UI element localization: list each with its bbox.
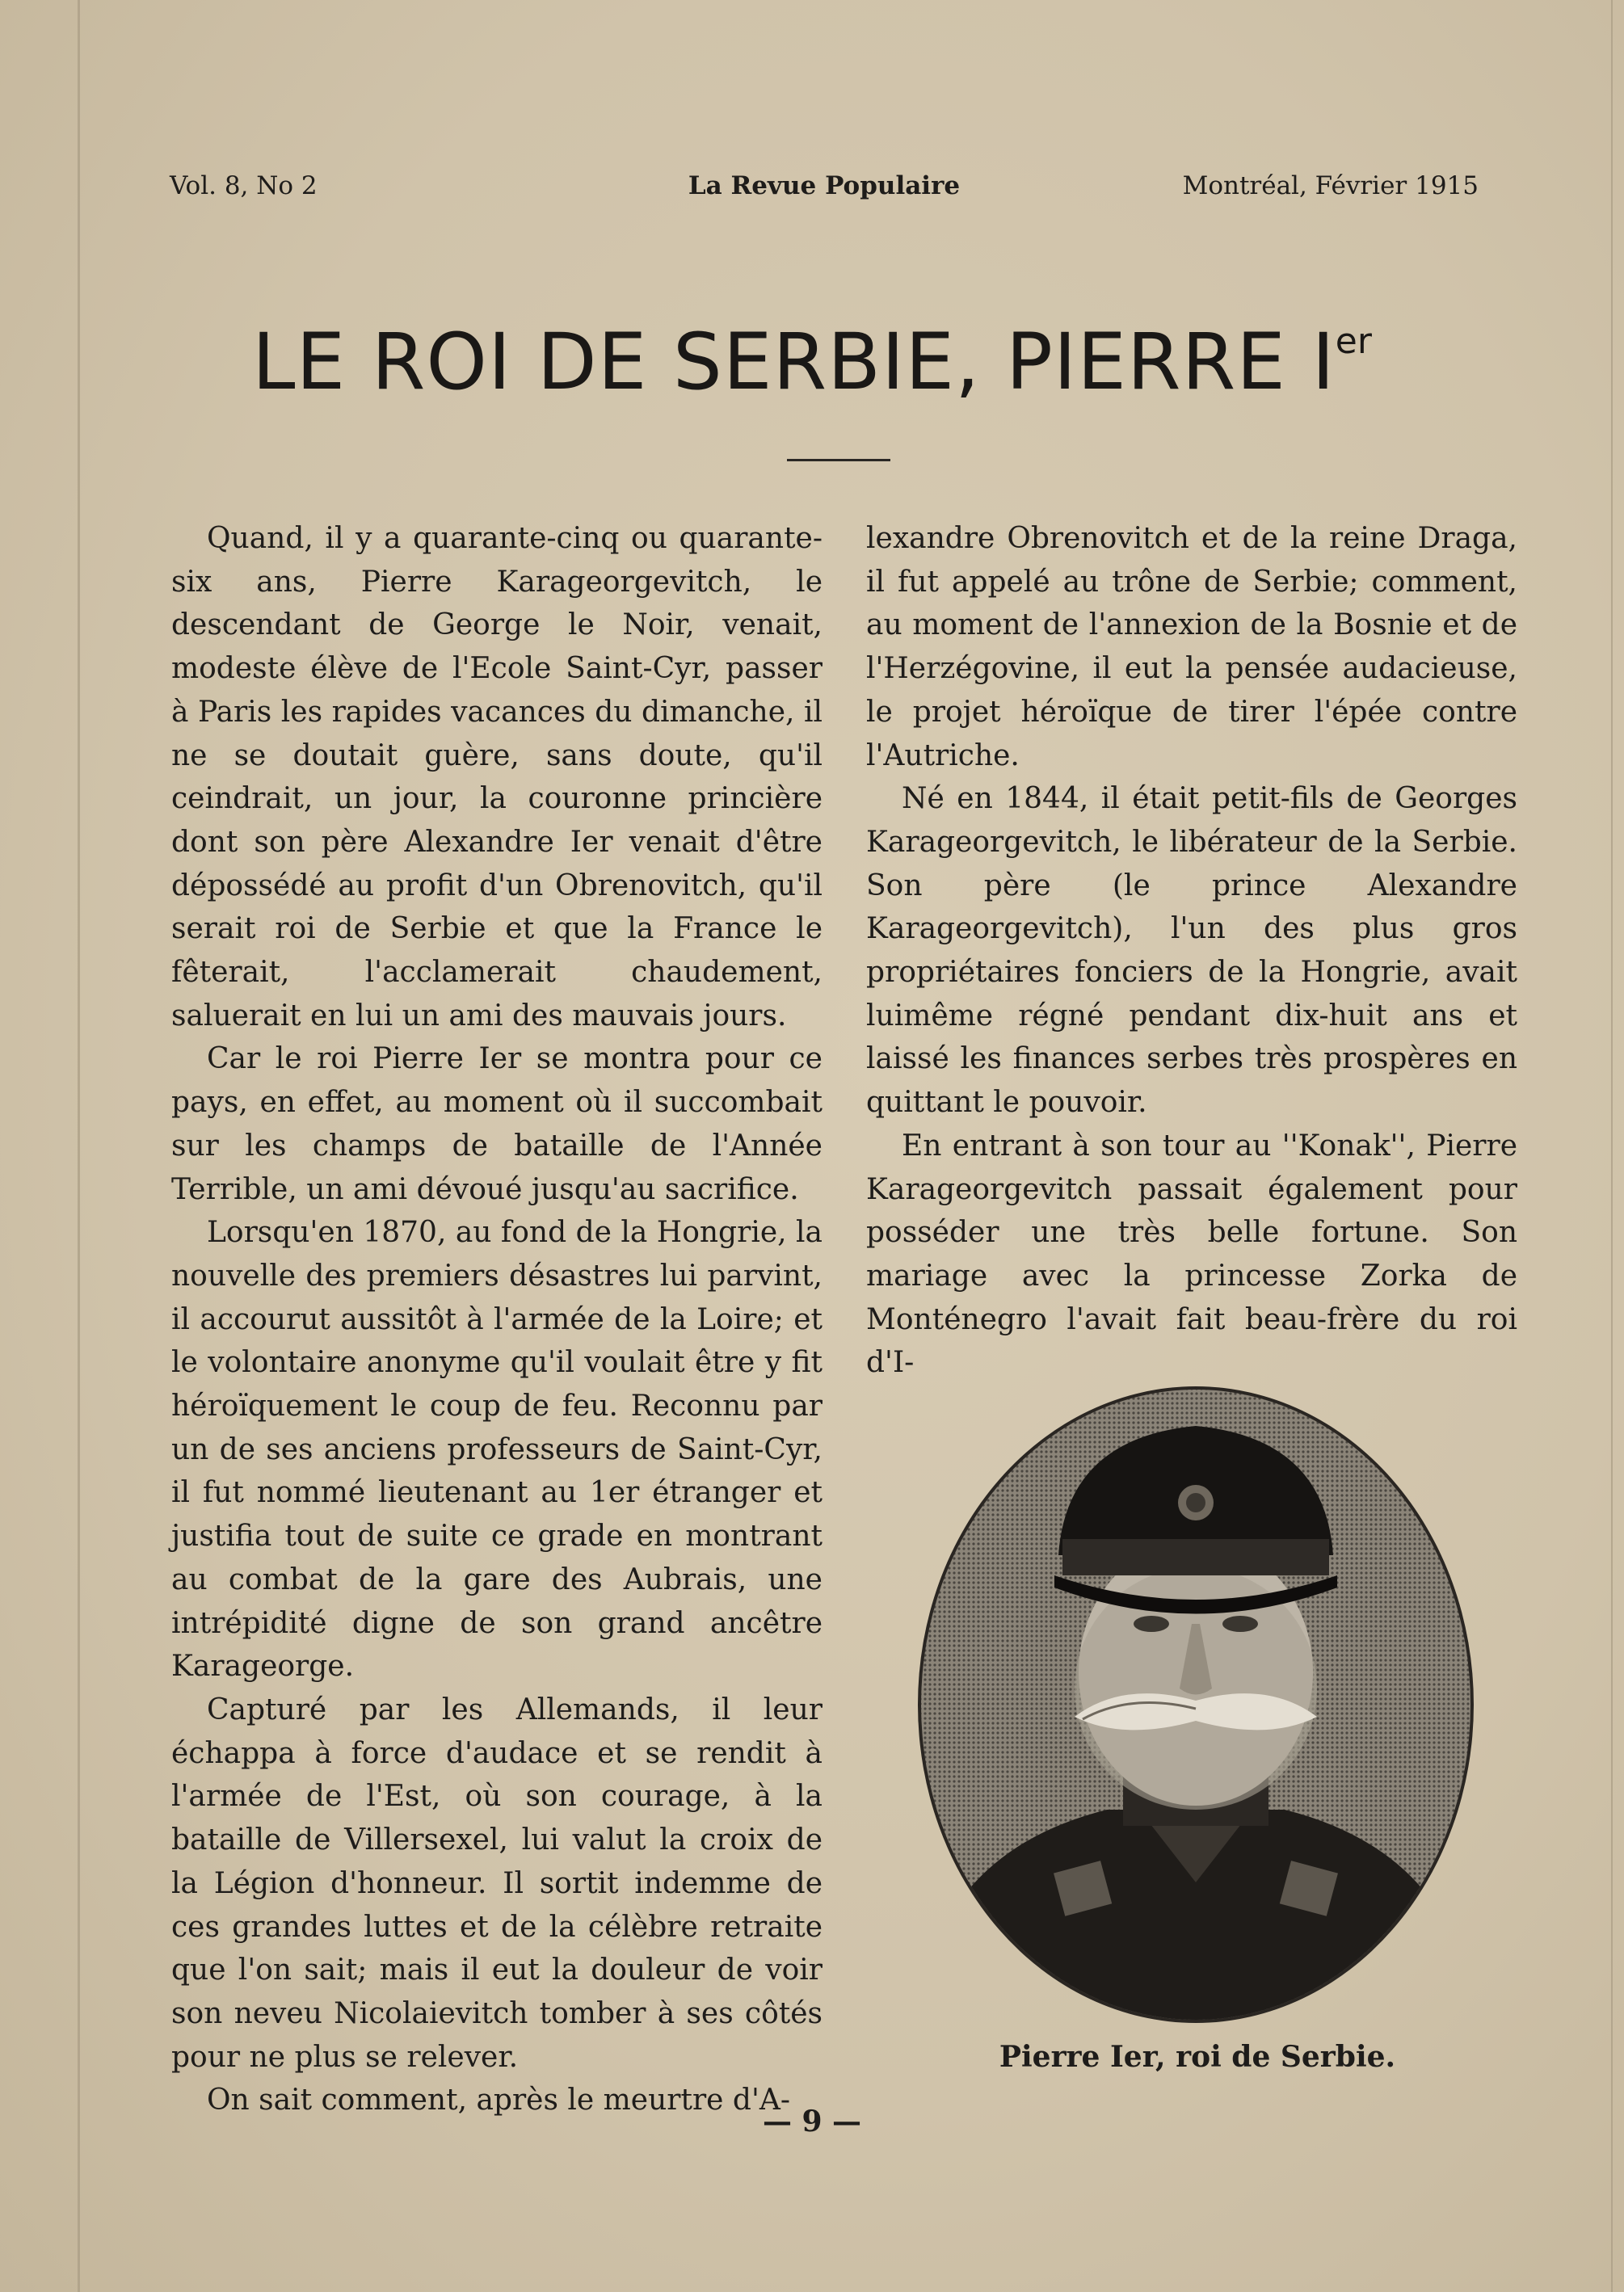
- running-header: [170, 171, 1479, 212]
- paragraph: Né en 1844, il était petit-fils de Georges Karageorgevitch, le libérateur de la Serbie. Son père (le prince Alexandre Karageorgevitch), l'un des plus gros propriétaires fonciers de la Hongrie, avait luimême régné pendant dix-huit ans et laissé les finances serbes très prospères en quittant le pouvoir.: [866, 782, 1517, 1120]
- article-title: [0, 317, 1624, 407]
- portrait-photo: [913, 1382, 1479, 2028]
- paragraph: En entrant à son tour au ''Konak'', Pierre Karageorgevitch passait également pour posséder une très belle fortune. Son mariage avec la princesse Zorka de Monténegro l'avait fait beau-frère du roi d'I-: [866, 1129, 1517, 1380]
- page-number: — 9 —: [762, 2105, 862, 2138]
- left-column: [171, 517, 823, 2122]
- right-column: [866, 517, 1517, 1385]
- issue-date: Montréal, Février 1915: [1182, 171, 1479, 200]
- article-title-text: LE ROI DE SERBIE, PIERRE I: [252, 317, 1336, 407]
- paragraph: Capturé par les Allemands, il leur échappa à force d'audace et se rendit à l'armée de l'Est, où son courage, à la bataille de Villersexel, lui valut la croix de la Légion d'honneur. Il sortit indemme de ces grandes luttes et de la célèbre retraite que l'on sait; mais il eut la douleur de voir son neveu Nicolaievitch tomber à ses côtés pour ne plus se relever.: [171, 1693, 823, 2074]
- paragraph: lexandre Obrenovitch et de la reine Draga, il fut appelé au trône de Serbie; comment, au moment de l'annexion de la Bosnie et de l'Herzégovine, il eut la pensée audacieuse, le projet héroïque de tirer l'épée contre l'Autriche.: [866, 522, 1517, 772]
- paragraph: Quand, il y a quarante-cinq ou quarante-six ans, Pierre Karageorgevitch, le descendant de George le Noir, venait, modeste élève de l'Ecole Saint-Cyr, passer à Paris les rapides vacances du dimanche, il ne se doutait guère, sans doute, qu'il ceindrait, un jour, la couronne princière dont son père Alexandre Ier venait d'être dépossédé au profit d'un Obrenovitch, qu'il serait roi de Serbie et que la France le fêterait, l'acclamerait chaudement, saluerait en lui un ami des mauvais jours.: [171, 522, 823, 1032]
- paragraph: Lorsqu'en 1870, au fond de la Hongrie, la nouvelle des premiers désastres lui parvint, il accourut aussitôt à l'armée de la Loire; et le volontaire anonyme qu'il voulait être y fit héroïquement le coup de feu. Reconnu par un de ses anciens professeurs de Saint-Cyr, il fut nommé lieutenant au 1er étranger et justifia tout de suite ce grade en montrant au combat de la gare des Aubrais, une intrépidité digne de son grand ancêtre Karageorge.: [171, 1216, 823, 1684]
- article-title-superscript: er: [1335, 321, 1372, 362]
- publication-name: La Revue Populaire: [688, 171, 961, 200]
- paragraph: On sait comment, après le meurtre d'A-: [207, 2084, 791, 2117]
- volume-label: Vol. 8, No 2: [170, 171, 318, 200]
- paragraph: Car le roi Pierre Ier se montra pour ce pays, en effet, au moment où il succombait sur les champs de bataille de l'Année Terrible, un ami dévoué jusqu'au sacrifice.: [171, 1042, 823, 1206]
- portrait-caption: Pierre Ier, roi de Serbie.: [999, 2040, 1396, 2074]
- title-divider: [787, 459, 890, 461]
